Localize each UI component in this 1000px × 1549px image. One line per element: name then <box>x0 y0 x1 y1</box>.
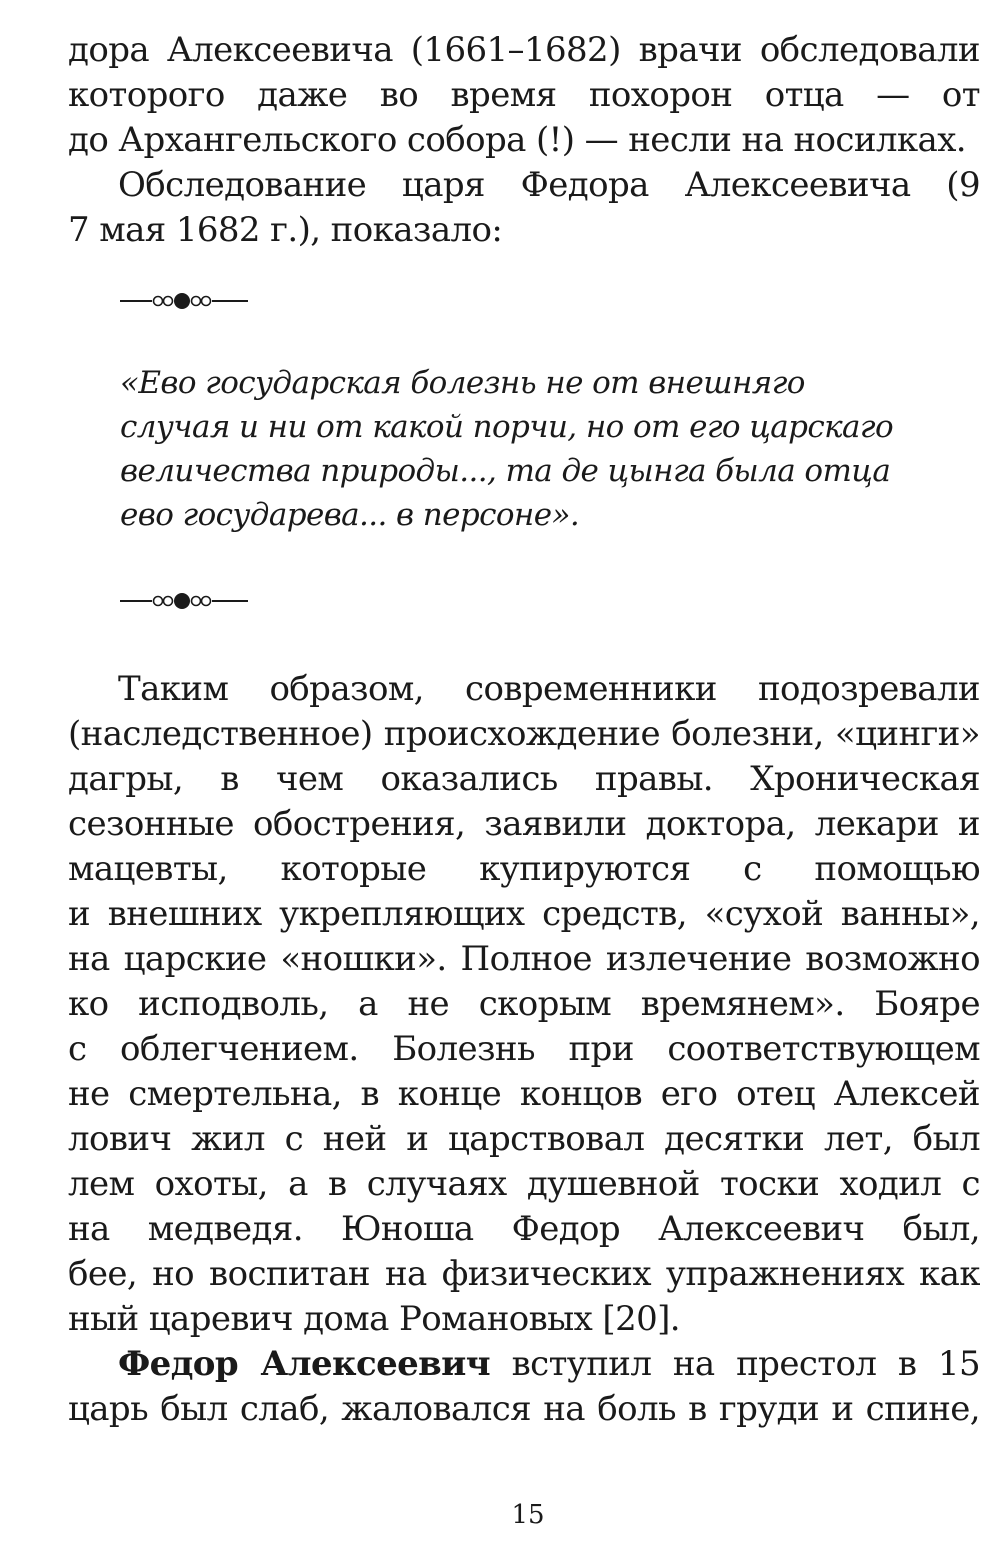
quote-block <box>120 361 980 537</box>
text-line: 7 мая 1682 г.), показало: <box>68 210 503 250</box>
text-line: ко исподволь, а не скорым времянем». Бояре <box>68 984 980 1024</box>
text-line: которого даже во время похорон отца — от <box>68 75 980 115</box>
text-line: лович жил с ней и царствовал десятки лет, был <box>68 1119 980 1159</box>
intro-paragraph <box>68 28 980 163</box>
ornament-divider-bottom <box>120 591 250 611</box>
text-line: на медведя. Юноша Федор Алексеевич был, <box>68 1209 980 1249</box>
bold-name: Федор Алексеевич <box>118 1344 491 1384</box>
quote-line: случая и ни от какой порчи, но от его царскаго <box>120 409 894 445</box>
text-line: и внешних укрепляющих средств, «сухой ванны», <box>68 894 980 934</box>
main-paragraph <box>68 667 980 1342</box>
text-line: сезонные обострения, заявили доктора, лекари и <box>68 804 980 844</box>
text-line: лем охоты, а в случаях душевной тоски ходил с <box>68 1164 980 1204</box>
text-line: ный царевич дома Романовых [20]. <box>68 1299 681 1339</box>
text-line: до Архангельского собора (!) — несли на носилках. <box>68 120 966 160</box>
text-line: (наследственное) происхождение болезни, «цинги» <box>68 714 980 754</box>
text-line: дора Алексеевича (1661–1682) врачи обследовали <box>68 30 980 70</box>
text-line <box>68 1342 980 1387</box>
text-line: царь был слаб, жаловался на боль в груди и спине, <box>68 1389 980 1429</box>
text-line: мацевты, которые купируются с помощью <box>68 849 980 889</box>
page-body <box>68 28 980 1432</box>
text-line: на царские «ношки». Полное излечение возможно <box>68 939 980 979</box>
text-line: с облегчением. Болезнь при соответствующем <box>68 1029 980 1069</box>
quote-line: ево государева... в персоне». <box>120 497 580 533</box>
text-line: Таким образом, современники подозревали <box>118 669 980 709</box>
text-line: не смертельна, в конце концов его отец Алексей <box>68 1074 980 1114</box>
text-line: Обследование царя Федора Алексеевича (9 <box>118 165 980 205</box>
text-fragment: вступил на престол в 15 <box>511 1344 980 1384</box>
last-paragraph <box>68 1342 980 1432</box>
exam-paragraph <box>68 163 980 253</box>
text-line: бее, но воспитан на физических упражнениях как <box>68 1254 980 1294</box>
text-line: дагры, в чем оказались правы. Хроническая <box>68 759 980 799</box>
quote-line: «Ево государская болезнь не от внешняго <box>120 365 805 401</box>
quote-line: величества природы..., та де цынга была отца <box>120 453 891 489</box>
page-number: 15 <box>511 1500 545 1530</box>
ornament-divider-top <box>120 291 250 311</box>
